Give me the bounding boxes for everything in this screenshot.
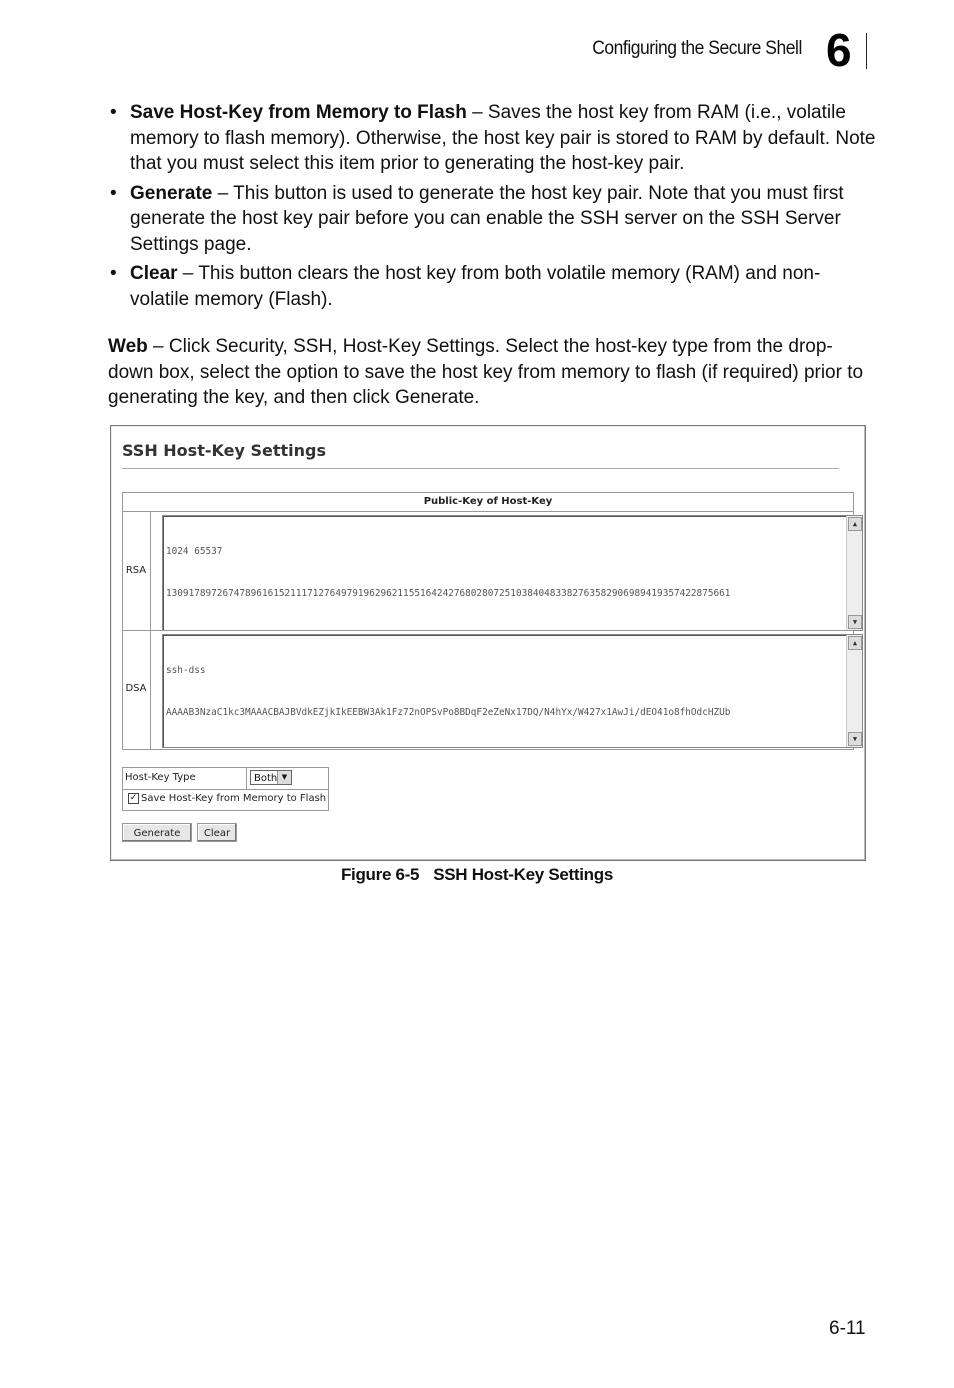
bullet-term: Save Host-Key from Memory to Flash [130, 102, 467, 123]
title-divider [122, 468, 839, 469]
options-divider [246, 768, 247, 789]
web-term: Web [108, 336, 148, 357]
bullet-generate [108, 181, 878, 258]
row-divider [123, 630, 853, 631]
dsa-key-text [166, 637, 846, 748]
web-text: – Click Security, SSH, Host-Key Settings. Select the host-key type from the drop-down box, select the option to save the host key from memory to flash (if required) prior to generating the key, and then click Generate. [108, 336, 864, 408]
bullet-save-host-key [108, 100, 878, 177]
bullet-dot: • [110, 263, 117, 284]
bullet-clear [108, 261, 878, 312]
running-head-title: Configuring the Secure Shell [592, 38, 802, 59]
dsa-key-textarea[interactable] [162, 634, 863, 748]
figure-title: SSH Host-Key Settings [433, 865, 614, 884]
host-key-type-value: Both [254, 773, 278, 784]
dsa-label: DSA [125, 683, 147, 694]
bullet-term: Clear [130, 263, 178, 284]
chapter-number: 6 [826, 24, 852, 76]
scroll-up-arrow-icon[interactable]: ▲ [848, 636, 862, 650]
host-key-options [122, 767, 329, 811]
bullet-text: – This button clears the host key from both volatile memory (RAM) and non-volatile memory (Flash). [130, 263, 821, 310]
scroll-down-arrow-icon[interactable]: ▼ [848, 615, 862, 629]
bullet-term: Generate [130, 182, 213, 204]
key-line: 1309178972674789616152111712764979196296211551642427680280725103840483382763582906989419357422875661 [166, 587, 731, 599]
rsa-key-text [166, 518, 846, 631]
host-key-type-select[interactable] [250, 770, 292, 785]
bullet-text: – Saves the host key from RAM (i.e., volatile memory to flash memory). Otherwise, the host key pair is stored to RAM by default. Note that you must select this item prior to generating the host-key pair. [130, 102, 876, 174]
clear-button[interactable]: Clear [197, 823, 237, 842]
ssh-host-key-settings-screenshot [110, 425, 866, 861]
public-key-header: Public-Key of Host-Key [123, 493, 853, 512]
rsa-key-textarea[interactable] [162, 515, 863, 631]
option-descriptions [108, 100, 878, 316]
bullet-dot: • [110, 102, 117, 123]
rsa-label: RSA [125, 565, 147, 576]
key-line: AAAAB3NzaC1kc3MAAACBAJBVdkEZjkIkEEBW3Ak1Fz72nOPSvPo8BDqF2eZeNx17DQ/N4hYx/W427x1AwJi/dEO41o8fhOdcHZUb [166, 706, 731, 718]
dropdown-arrow-icon[interactable]: ▼ [277, 771, 291, 784]
host-key-type-row [123, 768, 328, 790]
key-line: 1024 65537 [166, 546, 223, 558]
bullet-dot: • [110, 182, 117, 204]
save-to-flash-checkbox[interactable]: ✓ [129, 793, 138, 803]
page-number: 6-11 [829, 1318, 866, 1339]
save-to-flash-label: Save Host-Key from Memory to Flash [141, 793, 327, 804]
host-key-type-label: Host-Key Type [125, 772, 196, 783]
figure-caption [0, 865, 954, 885]
panel-title: SSH Host-Key Settings [122, 441, 326, 460]
public-key-table [122, 492, 858, 750]
web-instructions [108, 334, 878, 411]
figure-number: Figure 6-5 [340, 865, 420, 884]
key-line [166, 747, 846, 748]
key-line: ssh-dss [166, 665, 206, 677]
scroll-up-arrow-icon[interactable]: ▲ [848, 517, 862, 531]
dsa-scrollbar[interactable] [846, 635, 862, 747]
scroll-down-arrow-icon[interactable]: ▼ [848, 732, 862, 746]
generate-button[interactable]: Generate [122, 823, 192, 842]
bullet-text: – This button is used to generate the host key pair. Note that you must first generate the host key pair before you can enable the SSH server on the SSH Server Settings page. [130, 182, 844, 255]
rsa-scrollbar[interactable] [846, 516, 862, 630]
